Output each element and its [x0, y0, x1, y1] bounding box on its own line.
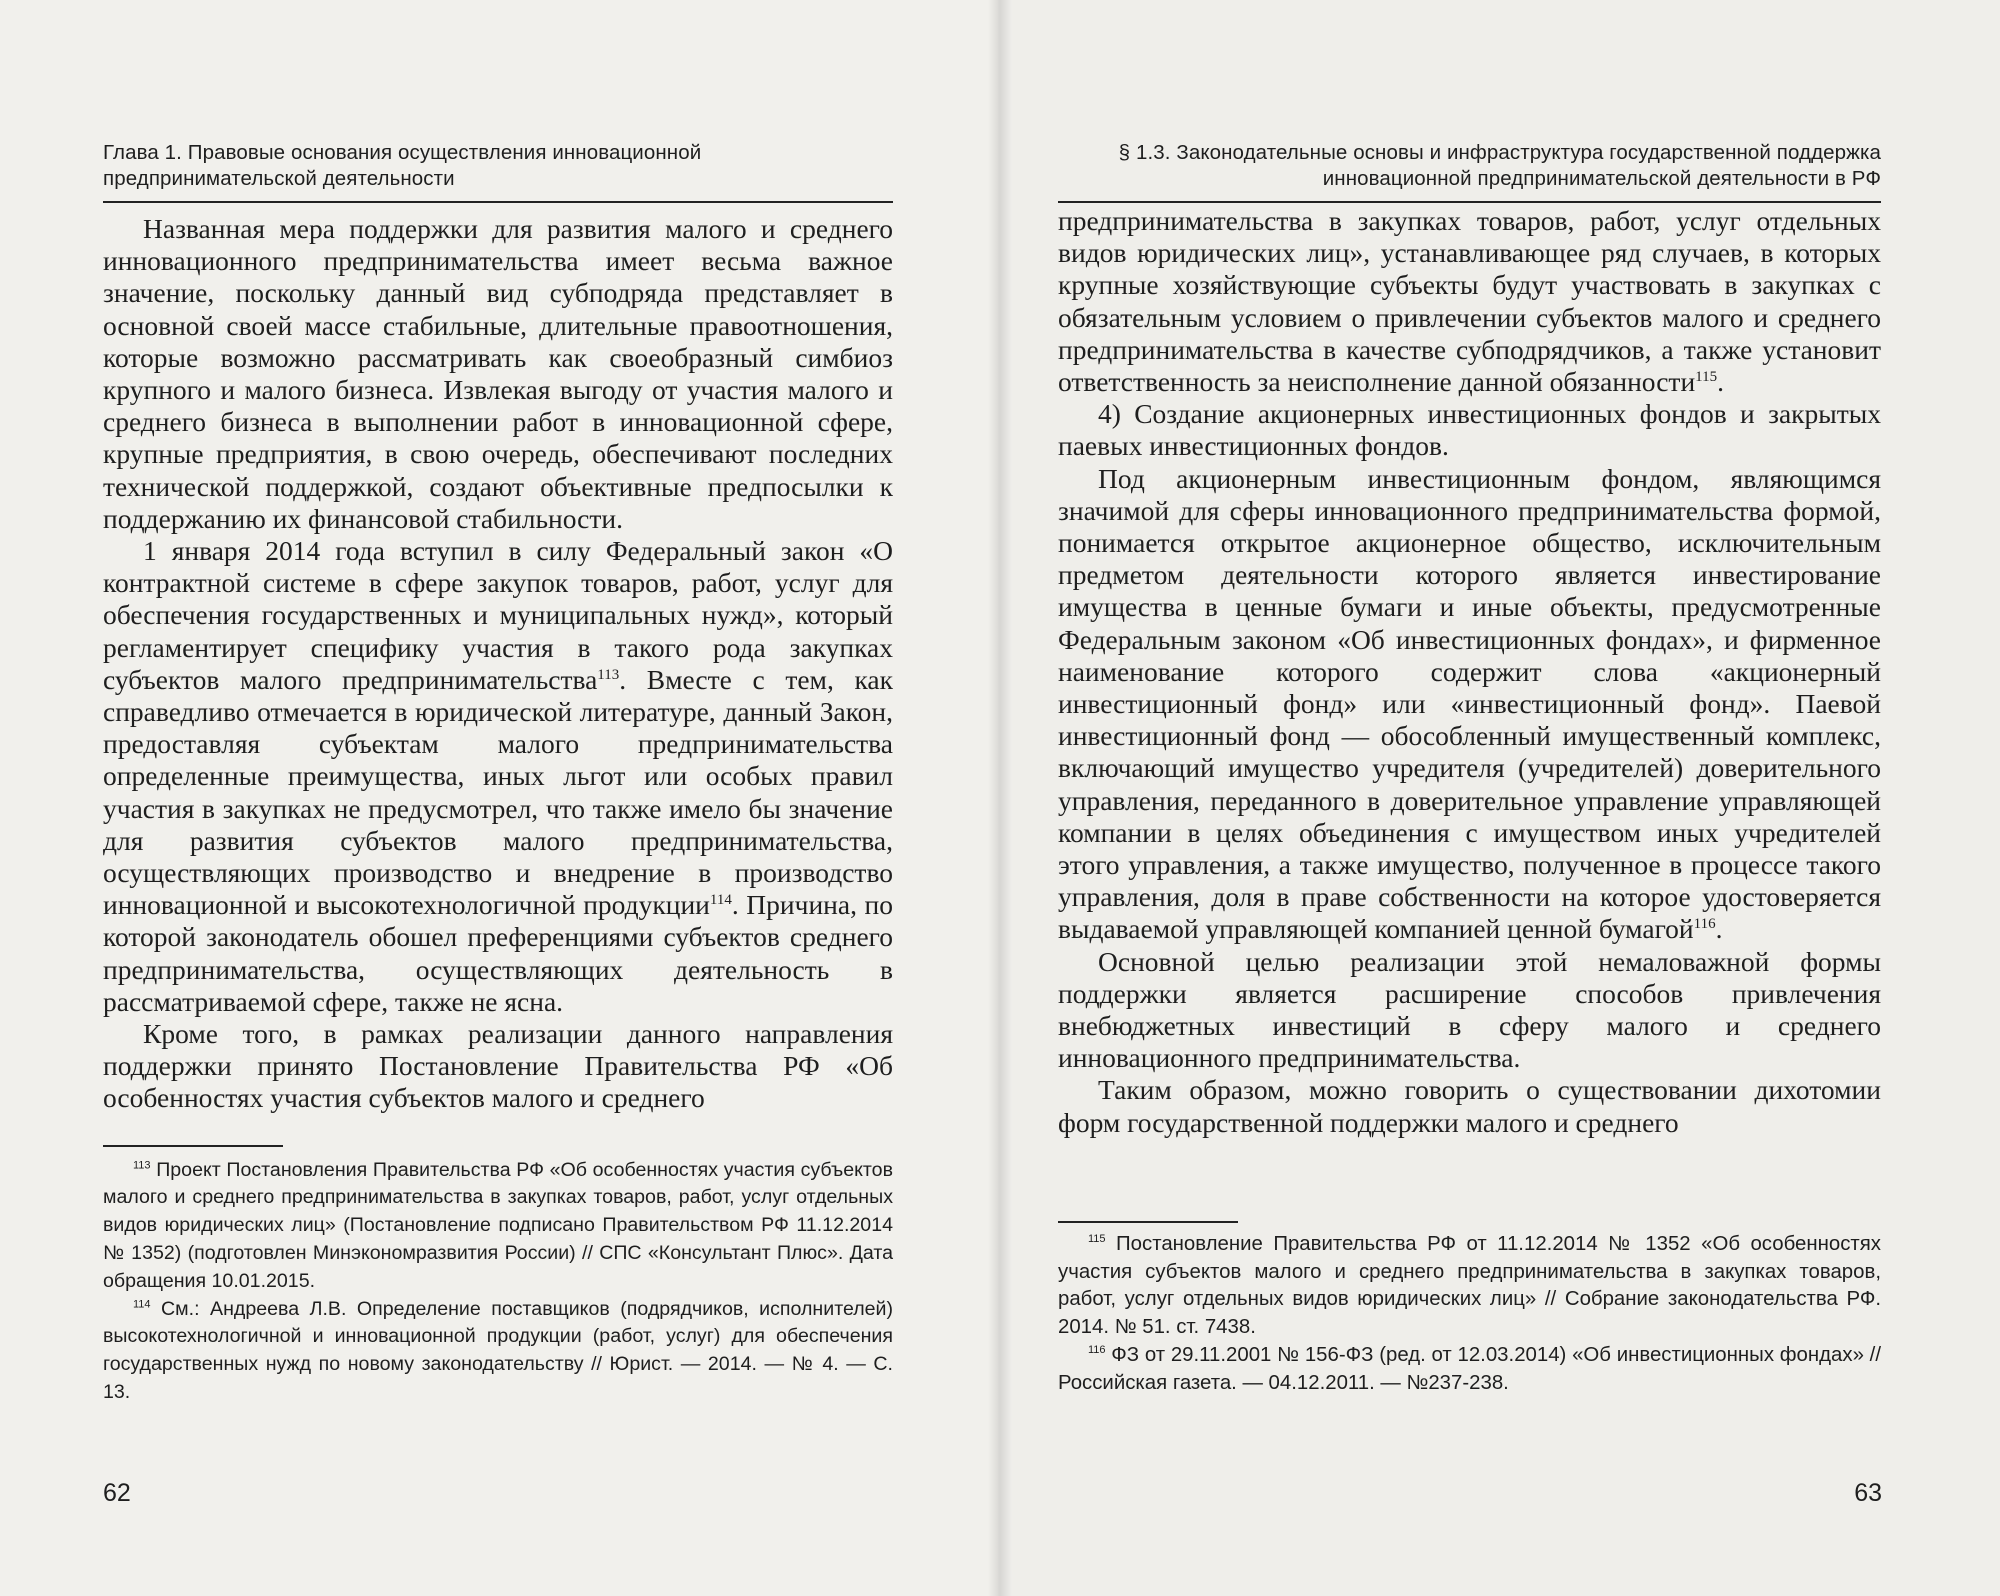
- left-running-head: Глава 1. Правовые основания осуществления инновационной предпринимательской деятельности: [103, 140, 893, 203]
- right-paragraph-1: [1058, 205, 1881, 398]
- right-paragraph-3: [1058, 463, 1881, 946]
- footnote-115-text: Постановление Правительства РФ от 11.12.2014 № 1352 «Об особенностях участия субъектов малого и среднего предпринимательства в закупках товаров, работ, услуг отдельных видов юридических лиц» // Собрание законодательства РФ. 2014. № 51. ст. 7438.: [1058, 1232, 1881, 1339]
- left-page: [0, 0, 998, 1596]
- left-body-text: [103, 213, 893, 1115]
- left-paragraph-2-part-b: . Вместе с тем, как справедливо отмечается в юридической литературе, данный Закон, предоставляя субъектам малого предпринимательства определенные преимущества, иных льгот или особых правил участия в закупках не предусмотрел, что также имело бы значение для развития субъектов малого предпринимательства, осуществляющих производство и внедрение в производство инновационной и высокотехнологичной продукции: [103, 663, 893, 921]
- left-footnote-rule: [103, 1145, 283, 1147]
- footnote-116-text: ФЗ от 29.11.2001 № 156-ФЗ (ред. от 12.03.2014) «Об инвестиционных фондах» // Российская газета. — 04.12.2011. — №237-238.: [1058, 1344, 1881, 1394]
- footnote-116: [1058, 1342, 1881, 1398]
- left-paragraph-2-part-c: . Причина, по которой законодатель обошел преференциями субъектов среднего предпринимательства, осуществляющих деятельность в рассматриваемой сфере, также не ясна.: [103, 889, 893, 1017]
- footnote-ref-114[interactable]: 114: [709, 892, 732, 909]
- footnote-ref-113[interactable]: 113: [597, 666, 620, 683]
- right-paragraph-4: Основной целью реализации этой немаловажной формы поддержки является расширение способов привлечения внебюджетных инвестиций в сферу малого и среднего инновационного предпринимательства.: [1058, 945, 1881, 1074]
- footnote-113-text: Проект Постановления Правительства РФ «Об особенностях участия субъектов малого и среднего предпринимательства в закупках товаров, работ, услуг отдельных видов юридических лиц» (Постановление подписано Правительством РФ 11.12.2014 № 1352) (подготовлен Минэкономразвития России) // СПС «Консультант Плюс». Дата обращения 10.01.2015.: [103, 1158, 893, 1292]
- left-paragraph-2: [103, 535, 893, 1018]
- left-page-number: 62: [103, 1479, 131, 1507]
- right-page-number: 63: [1854, 1479, 1882, 1507]
- footnote-114: [103, 1296, 893, 1407]
- left-page-content: [103, 140, 893, 1407]
- footnote-ref-116[interactable]: 116: [1693, 916, 1716, 933]
- left-paragraph-2-part-a: 1 января 2014 года вступил в силу Федеральный закон «О контрактной системе в сфере закупок товаров, работ, услуг для обеспечения государственных и муниципальных нужд», который регламентирует специфику участия в такого рода закупках субъектов малого предпринимательства: [103, 535, 893, 695]
- footnote-115: [1058, 1231, 1881, 1342]
- right-paragraph-1-tail: .: [1717, 366, 1724, 398]
- footnote-number-116: 116: [1088, 1344, 1106, 1357]
- right-body-text: [1058, 205, 1881, 1139]
- footnote-113: [103, 1157, 893, 1296]
- right-page: [998, 0, 2000, 1596]
- right-page-content: [1058, 140, 1881, 1398]
- right-footnote-rule: [1058, 1221, 1238, 1223]
- right-paragraph-3-tail: .: [1715, 913, 1723, 945]
- right-paragraph-3-text: Под акционерным инвестиционным фондом, являющимся значимой для сферы инновационного предпринимательства формой, понимается открытое акционерное общество, исключительным предметом деятельности которого является инвестирование имущества в ценные бумаги и иные объекты, предусмотренные Федеральным законом «Об инвестиционных фондах», и фирменное наименование которого содержит слова «акционерный инвестиционный фонд» или «инвестиционный фонд». Паевой инвестиционный фонд — обособленный имущественный комплекс, включающий имущество учредителя (учредителей) доверительного управления, переданного в доверительное управление управляющей компании в целях объединения с имуществом иных учредителей этого управления, а также имущество, полученное в процессе такого управления, доля в праве собственности на которое удостоверяется выдаваемой управляющей компанией ценной бумагой: [1058, 462, 1881, 945]
- right-footnotes: [1058, 1231, 1881, 1398]
- book-gutter: [988, 0, 1012, 1596]
- footnote-114-text: См.: Андреева Л.В. Определение поставщиков (подрядчиков, исполнителей) высокотехнологичной и инновационной продукции (работ, услуг) для обеспечения государственных нужд по новому законодательству // Юрист. — 2014. — № 4. — С. 13.: [103, 1297, 893, 1404]
- left-paragraph-3: Кроме того, в рамках реализации данного направления поддержки принято Постановление Правительства РФ «Об особенностях участия субъектов малого и среднего: [103, 1018, 893, 1114]
- right-running-head: § 1.3. Законодательные основы и инфраструктура государственной поддержка инновационной предпринимательской деятельности в РФ: [1058, 140, 1881, 203]
- footnote-number-114: 114: [133, 1298, 151, 1311]
- right-paragraph-1-text: предпринимательства в закупках товаров, работ, услуг отдельных видов юридических лиц», устанавливающее ряд случаев, в которых крупные хозяйствующие субъекты будут участвовать в закупках с обязательным условием о привлечении субъектов малого и среднего предпринимательства в качестве субподрядчиков, а также установит ответственность за неисполнение данной обязанности: [1058, 205, 1881, 398]
- right-paragraph-2: 4) Создание акционерных инвестиционных фондов и закрытых паевых инвестиционных фондов.: [1058, 398, 1881, 462]
- left-footnotes: [103, 1157, 893, 1407]
- left-paragraph-1: Названная мера поддержки для развития малого и среднего инновационного предпринимательства имеет весьма важное значение, поскольку данный вид субподряда представляет в основной своей массе стабильные, длительные правоотношения, которые возможно рассматривать как своеобразный симбиоз крупного и малого бизнеса. Извлекая выгоду от участия малого и среднего бизнеса в выполнении работ в инновационной сфере, крупные предприятия, в свою очередь, обеспечивают последних технической поддержкой, создают объективные предпосылки к поддержанию их финансовой стабильности.: [103, 213, 893, 534]
- footnote-number-113: 113: [133, 1159, 151, 1172]
- footnote-number-115: 115: [1088, 1233, 1106, 1246]
- footnote-ref-115[interactable]: 115: [1695, 368, 1718, 385]
- right-paragraph-5: Таким образом, можно говорить о существовании дихотомии форм государственной поддержки малого и среднего: [1058, 1074, 1881, 1138]
